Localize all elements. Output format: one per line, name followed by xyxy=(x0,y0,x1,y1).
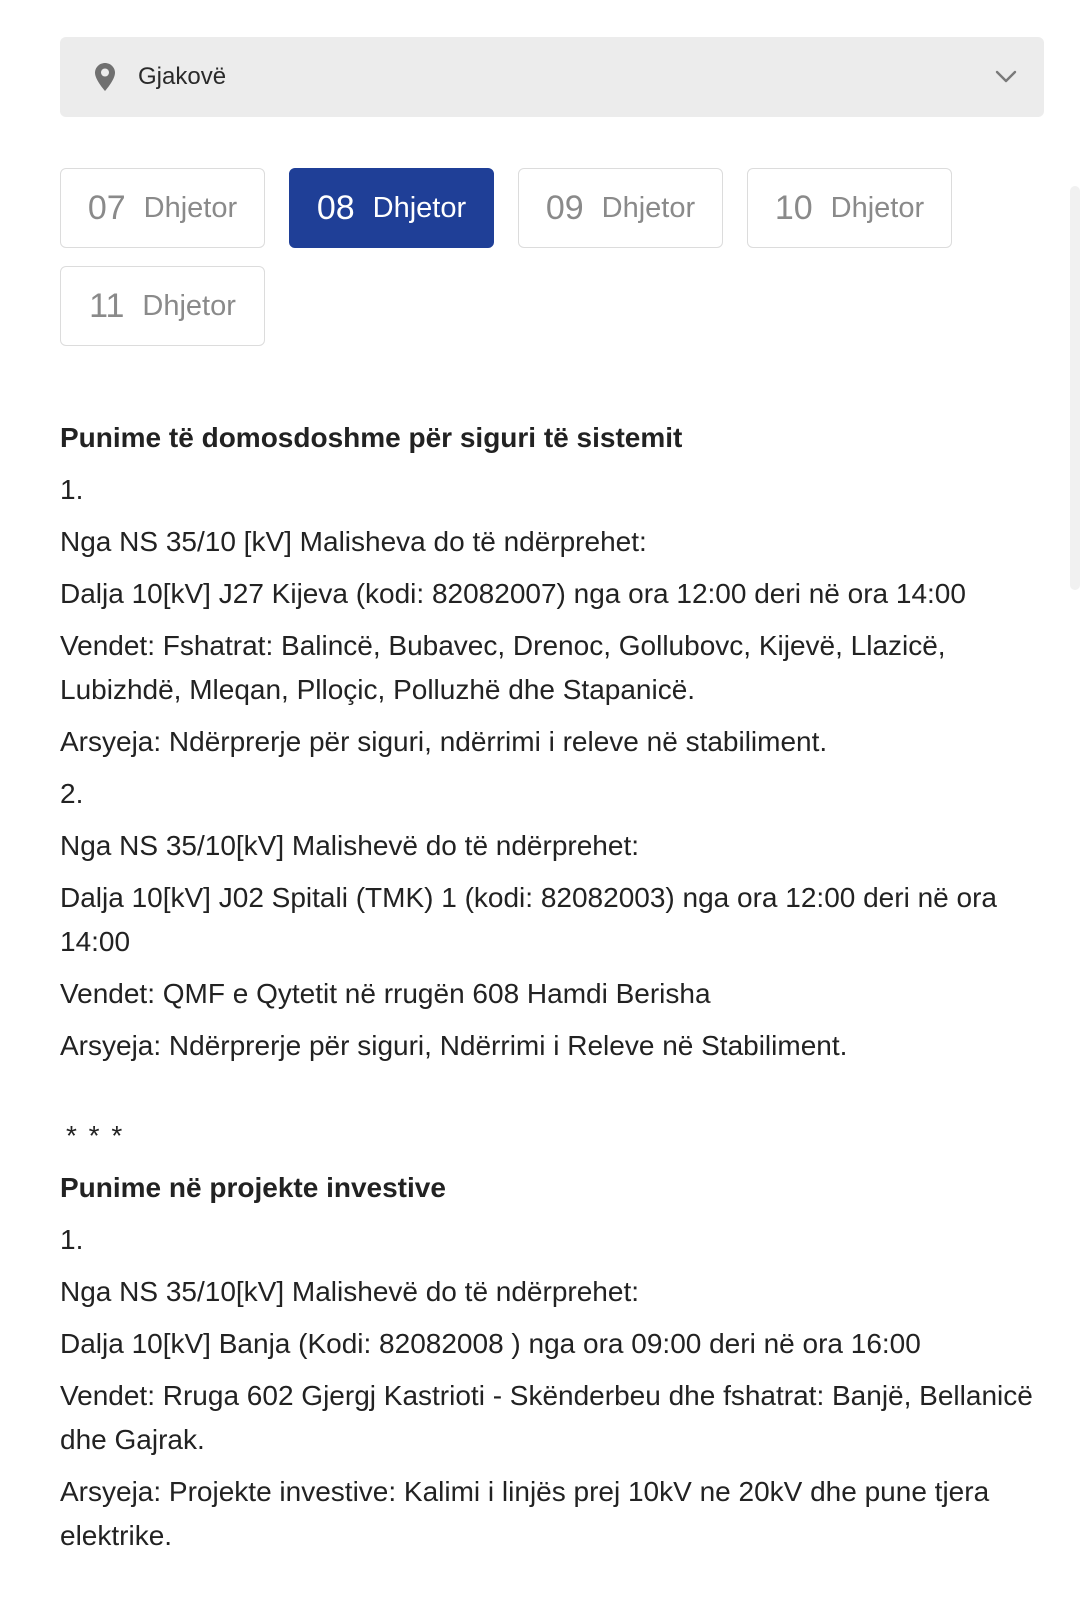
date-selector xyxy=(60,168,960,346)
item-reason: Arsyeja: Ndërprerje për siguri, Ndërrimi i Releve në Stabiliment. xyxy=(60,1030,848,1061)
chevron-down-icon[interactable] xyxy=(992,63,1020,91)
item-number: 1. xyxy=(60,1224,84,1255)
scrollbar[interactable] xyxy=(1070,186,1080,590)
spacer xyxy=(60,1076,1050,1114)
date-button-09[interactable] xyxy=(518,168,723,248)
item-number: 2. xyxy=(60,778,84,809)
date-button-11[interactable] xyxy=(60,266,265,346)
item-places: Vendet: Rruga 602 Gjergj Kastrioti - Skënderbeu dhe fshatrat: Banjë, Bellanicë dhe Gajrak. xyxy=(60,1380,1033,1455)
item-number: 1. xyxy=(60,474,84,505)
item-source: Nga NS 35/10[kV] Malishevë do të ndërprehet: xyxy=(60,830,640,861)
item-source: Nga NS 35/10[kV] Malishevë do të ndërprehet: xyxy=(60,1276,640,1307)
item-places: Vendet: QMF e Qytetit në rrugën 608 Hamdi Berisha xyxy=(60,978,711,1009)
section-title: Punime të domosdoshme për siguri të sistemit xyxy=(60,422,683,453)
date-month: Dhjetor xyxy=(372,191,467,224)
date-button-08[interactable] xyxy=(289,168,494,248)
item-reason: Arsyeja: Projekte investive: Kalimi i linjës prej 10kV ne 20kV dhe pune tjera elektrike. xyxy=(60,1476,990,1551)
item-feeder: Dalja 10[kV] Banja (Kodi: 82082008 ) nga ora 09:00 deri në ora 16:00 xyxy=(60,1328,921,1359)
item-feeder: Dalja 10[kV] J02 Spitali (TMK) 1 (kodi: 82082003) nga ora 12:00 deri në ora 14:00 xyxy=(60,882,997,957)
date-day: 09 xyxy=(545,188,584,227)
date-month: Dhjetor xyxy=(601,191,696,224)
date-day: 07 xyxy=(87,188,126,227)
location-select[interactable] xyxy=(60,37,1044,117)
date-day: 11 xyxy=(89,286,125,325)
outage-content xyxy=(60,416,1050,1558)
section-separator: * * * xyxy=(66,1120,125,1151)
date-month: Dhjetor xyxy=(142,289,236,322)
date-button-10[interactable] xyxy=(747,168,952,248)
location-select-value: Gjakovë xyxy=(138,63,227,90)
date-day: 10 xyxy=(774,188,813,227)
item-reason: Arsyeja: Ndërprerje për siguri, ndërrimi i releve në stabiliment. xyxy=(60,726,828,757)
item-feeder: Dalja 10[kV] J27 Kijeva (kodi: 82082007) nga ora 12:00 deri në ora 14:00 xyxy=(60,578,966,609)
item-source: Nga NS 35/10 [kV] Malisheva do të ndërprehet: xyxy=(60,526,647,557)
map-pin-icon xyxy=(90,62,120,92)
section-title: Punime në projekte investive xyxy=(60,1172,446,1203)
date-month: Dhjetor xyxy=(143,191,238,224)
date-day: 08 xyxy=(316,188,355,227)
date-month: Dhjetor xyxy=(830,191,925,224)
item-places: Vendet: Fshatrat: Balincë, Bubavec, Drenoc, Gollubovc, Kijevë, Llazicë, Lubizhdë, Mleqan, Plloçic, Polluzhë dhe Stapanicë. xyxy=(60,630,946,705)
date-button-07[interactable] xyxy=(60,168,265,248)
